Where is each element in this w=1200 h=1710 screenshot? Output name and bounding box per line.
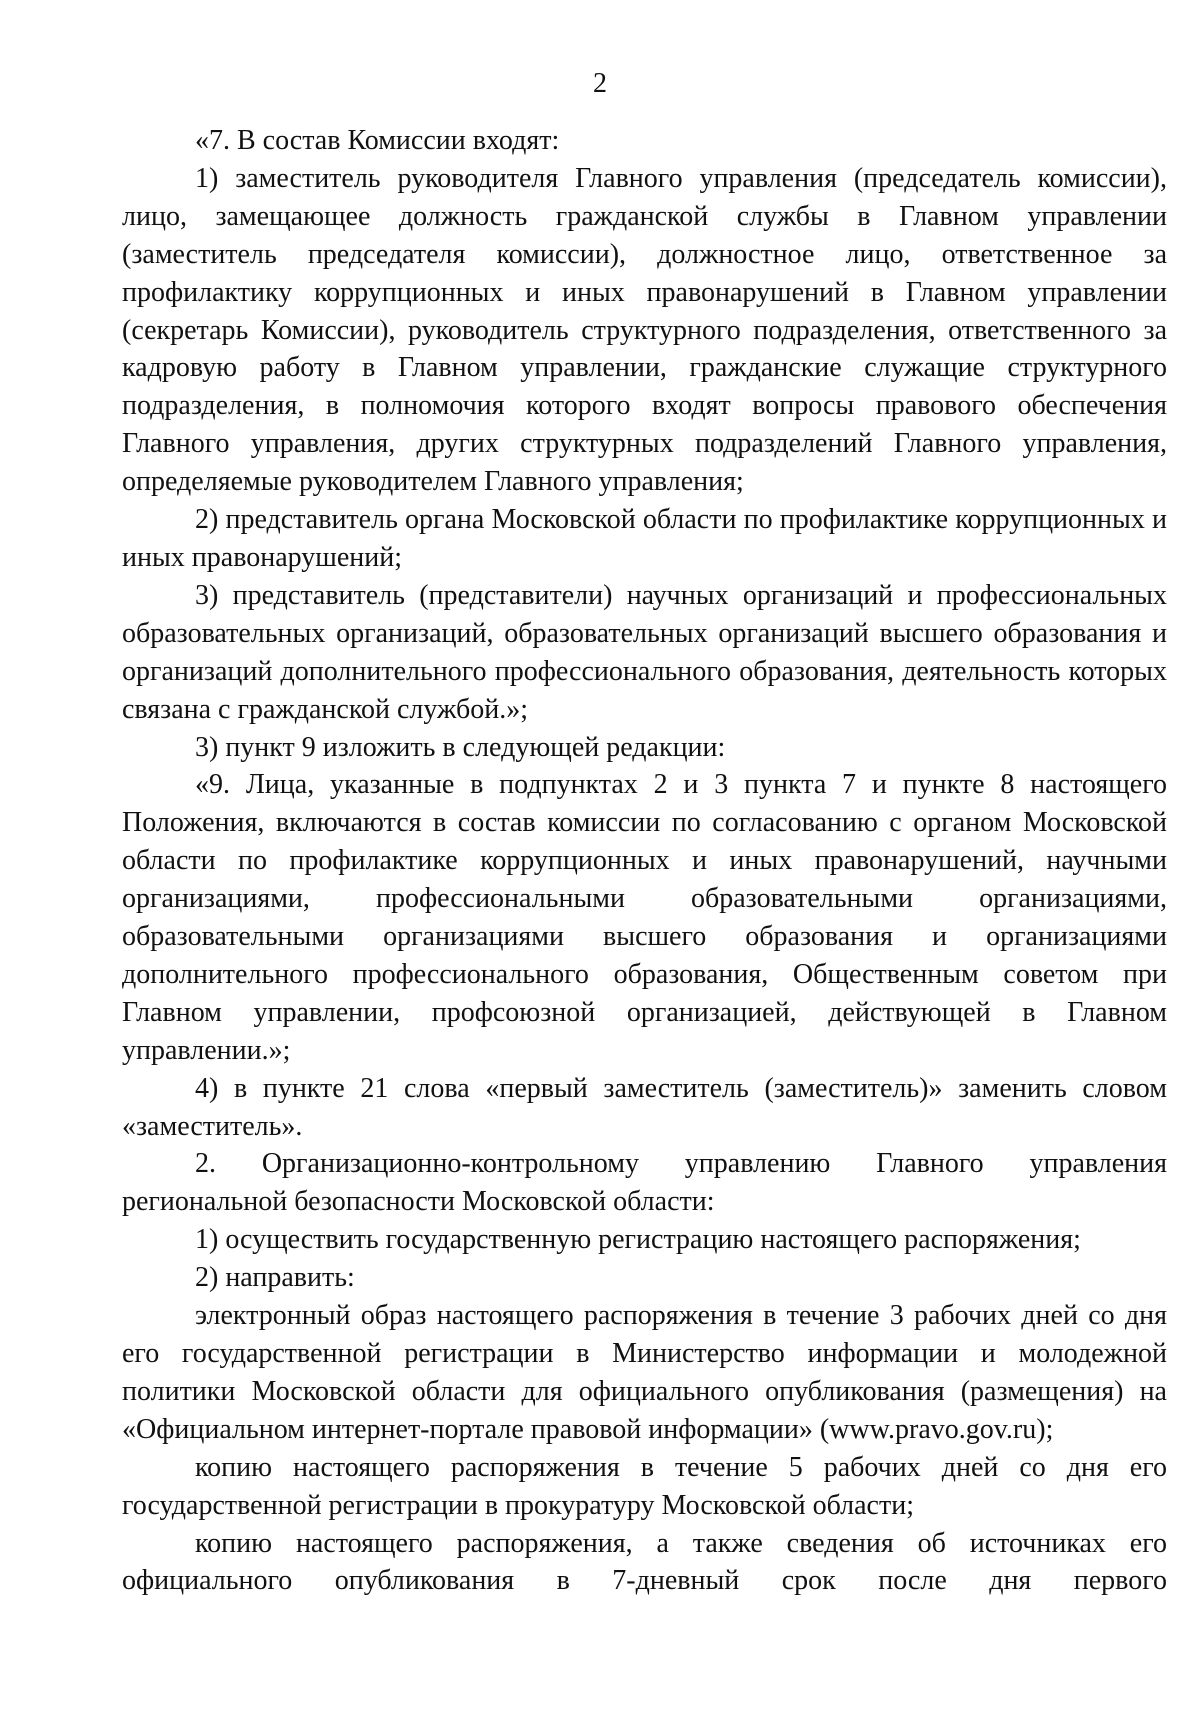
- paragraph-section-2-item-1: 1) осуществить государственную регистрацию настоящего распоряжения;: [195, 1224, 1081, 1256]
- paragraph-amend-item-21: 4) в пункте 21 слова «первый заместитель (заместитель)» заменить словом «заместитель».: [122, 1072, 1167, 1142]
- page-number: 2: [593, 68, 607, 99]
- paragraph-clause-7-intro: «7. В состав Комиссии входят:: [195, 125, 560, 156]
- paragraph-clause-9: «9. Лица, указанные в подпунктах 2 и 3 пункта 7 и пункте 8 настоящего Положения, включаются в состав комиссии по согласованию с органом Московской области по профилактике коррупционных и иных правонарушений, научными организациями, профессиональными образовательными организациями, образовательными организациями высшего образования и организациями дополнительного профессионального образования, Общественным советом при Главном управлении, профсоюзной организацией, действующей в Главном управлении.»;: [122, 769, 1167, 1066]
- paragraph-electronic-copy: электронный образ настоящего распоряжения в течение 3 рабочих дней со дня его государственной регистрации в Министерство информации и молодежной политики Московской области для официального опубликования (размещения) на «Официальном интернет-портале правовой информации» (www.pravo.gov.ru);: [122, 1300, 1167, 1445]
- paragraph-publication-info: копию настоящего распоряжения, а также сведения об источниках его официального опубликования в 7-дневный срок после дня первого: [122, 1527, 1167, 1597]
- paragraph-clause-7-item-1: 1) заместитель руководителя Главного управления (председатель комиссии), лицо, замещающее должность гражданской службы в Главном управлении (заместитель председателя комиссии), должностное лицо, ответственное за профилактику коррупционных и иных правонарушений в Главном управлении (секретарь Комиссии), руководитель структурного подразделения, ответственного за кадровую работу в Главном управлении, гражданские служащие структурного подразделения, в полномочия которого входят вопросы правового обеспечения Главного управления, других структурных подразделений Главного управления, определяемые руководителем Главного управления;: [122, 162, 1167, 498]
- paragraph-section-2-item-2: 2) направить:: [195, 1262, 355, 1294]
- paragraph-clause-7-item-2: 2) представитель органа Московской области по профилактике коррупционных и иных правонарушений;: [122, 504, 1167, 573]
- paragraph-prosecutor-copy: копию настоящего распоряжения в течение 5 рабочих дней со дня его государственной регистрации в прокуратуру Московской области;: [122, 1451, 1167, 1521]
- paragraph-clause-7-item-3: 3) представитель (представители) научных организаций и профессиональных образовательных организаций, образовательных организаций высшего образования и организаций дополнительного профессионального образования, деятельность которых связана с гражданской службой.»;: [122, 579, 1167, 725]
- paragraph-section-2: 2. Организационно-контрольному управлению Главного управления региональной безопасности Московской области:: [122, 1148, 1167, 1218]
- document-body: [122, 122, 1167, 1600]
- paragraph-amend-item-9: 3) пункт 9 изложить в следующей редакции:: [195, 731, 726, 763]
